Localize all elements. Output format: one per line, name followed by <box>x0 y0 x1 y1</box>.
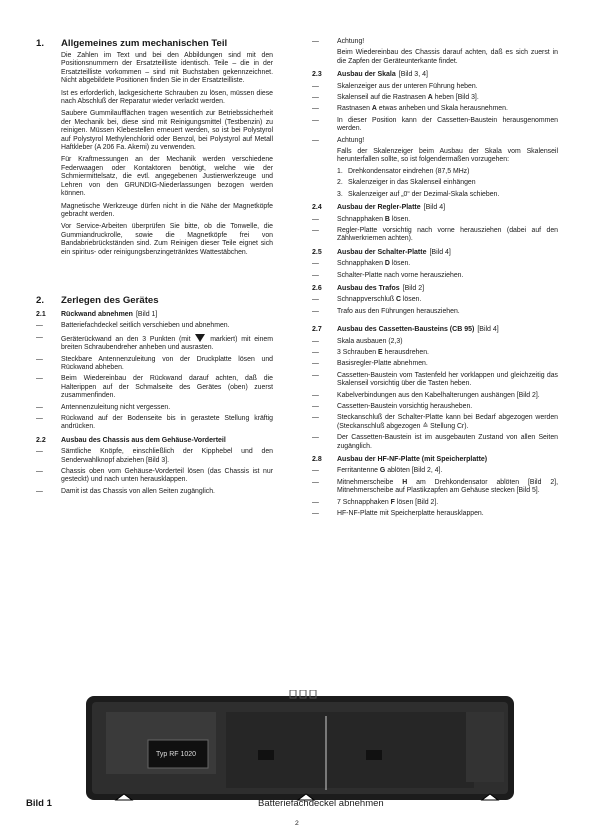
step-number: 2. <box>337 179 343 187</box>
dash-bullet: — <box>312 260 319 268</box>
item-text-part: Schnapphaken <box>337 215 383 223</box>
warning-item <box>312 137 558 145</box>
item-text: Batteriefachdeckel seitlich verschieben und abnehmen. <box>61 322 230 330</box>
list-item <box>312 510 558 518</box>
subsection-number: 2.4 <box>312 204 322 212</box>
paragraph: Die Zahlen im Text und bei den Abbildungen sind mit den Positionsnummern der Ersatzteilliste identisch. Teile – die in der Ersatzteilliste vorkommen – sind mit Buchstaben gekennzeichnet. Nicht abgebildete Positionen finden Sie in der Ersatzteilliste. <box>61 52 273 85</box>
subsection-2-7-heading <box>312 326 558 334</box>
subsection-title: Ausbau der Skala <box>337 71 396 79</box>
list-item <box>312 392 558 400</box>
item-text <box>337 414 558 431</box>
warning-title: Achtung! <box>337 38 365 45</box>
list-item <box>312 434 558 451</box>
section-1-heading <box>36 38 273 49</box>
item-text: Beim Wiedereinbau der Rückwand darauf achten, daß die Halterippen auf der Schmalseite des Gerätes (oben) zuerst zusammenfinden. <box>61 375 273 400</box>
list-item <box>312 499 558 507</box>
dash-bullet: — <box>312 215 319 223</box>
subsection-2-1-heading <box>36 311 273 319</box>
list-item <box>312 360 558 368</box>
dash-bullet: — <box>312 391 319 399</box>
numbered-list <box>337 168 558 199</box>
item-text-part: Schnappverschluß <box>337 296 395 304</box>
item-text-part: herausdrehen. <box>384 348 429 356</box>
item-text-part: heben [Bild 3]. <box>434 94 479 102</box>
dash-bullet: — <box>36 468 43 476</box>
item-text-part: lösen [Bild 2]. <box>396 498 439 506</box>
item-text: Damit ist das Chassis von allen Seiten zugänglich. <box>61 487 215 495</box>
part-letter: F <box>390 498 395 506</box>
item-text <box>337 499 558 507</box>
list-item <box>312 94 558 102</box>
section-number: 2. <box>36 294 45 306</box>
dash-bullet: — <box>312 94 319 102</box>
list-item <box>36 448 273 465</box>
item-text <box>337 296 558 304</box>
dash-bullet: — <box>312 337 319 345</box>
figure-label: Bild 1 <box>26 798 52 809</box>
dash-bullet: — <box>312 414 319 422</box>
item-text: Steckbare Antennenzuleitung von der Druckplatte lösen und Rückwand abheben. <box>61 355 273 371</box>
list-item <box>36 404 273 412</box>
list-item <box>312 216 558 224</box>
warning-text: Beim Wiedereinbau des Chassis darauf achten, daß es sich zuerst in die Zapfen der Geräteunterkante findet. <box>337 49 558 65</box>
paragraph: Ist es erforderlich, lackgesicherte Schrauben zu lösen, müssen diese nach Abschluß der Reparatur wieder verlackt werden. <box>61 89 273 106</box>
subsection-title: Ausbau der Regler-Platte <box>337 204 421 212</box>
figure-reference: [Bild 4] <box>429 248 451 256</box>
subsection-title: Rückwand abnehmen <box>61 310 133 318</box>
numbered-step <box>337 168 558 176</box>
item-text-part: lösen. <box>391 215 411 223</box>
dash-bullet: — <box>36 322 43 330</box>
list-item <box>36 375 273 400</box>
item-text-part: lösen. <box>391 260 411 268</box>
warning-item <box>312 38 558 46</box>
step-text: Drehkondensator eindrehen (87,5 MHz) <box>348 167 470 175</box>
list-item <box>312 479 558 496</box>
left-column <box>36 38 273 499</box>
item-text: Regler-Platte vorsichtig nach vorne herausziehen (dabei auf den Zählwerkriemen achten). <box>337 226 558 243</box>
subsection-2-4-heading <box>312 204 558 212</box>
dash-bullet: — <box>312 403 319 410</box>
list-item <box>312 338 558 346</box>
dash-bullet: — <box>312 105 319 113</box>
item-text: HF-NF-Platte mit Speicherplatte herausklappen. <box>337 510 484 518</box>
figure-reference: [Bild 3, 4] <box>398 71 428 79</box>
paragraph: Für Kraftmessungen an der Mechanik werden verschiedene Federwaagen oder Kontaktoren benötigt, welche wie der Schmiermittelsatz, die evtl. angegebenen Justierwerkzeuge und Lehren von den GRUNDIG-Niederlassungen bezogen werden können. <box>61 156 273 198</box>
item-text: Basisregler-Platte abnehmen. <box>337 360 428 368</box>
item-text-part: 7 Schnapphaken <box>337 498 389 506</box>
clip <box>366 750 382 760</box>
list-item <box>312 272 558 280</box>
list-item <box>312 260 558 268</box>
part-letter: C <box>396 296 401 304</box>
right-column <box>312 38 558 521</box>
subsection-number: 2.6 <box>312 284 322 292</box>
item-text-part: Rastnasen <box>337 105 370 113</box>
subsection-2-2-heading <box>36 437 273 445</box>
subsection-number: 2.8 <box>312 456 322 464</box>
list-item <box>312 83 558 91</box>
dash-bullet: — <box>312 38 319 45</box>
figure-caption: Batteriefachdeckel abnehmen <box>258 798 384 809</box>
dash-bullet: — <box>312 371 319 379</box>
list-item <box>36 356 273 373</box>
section-title: Zerlegen des Gerätes <box>61 294 159 306</box>
subsection-number: 2.2 <box>36 436 46 444</box>
subsection-number: 2.3 <box>312 71 322 79</box>
item-text <box>337 94 558 102</box>
item-text: Sämtliche Knöpfe, einschließlich der Kipphebel und den Senderwahlknopf abziehen [Bild 3]. <box>61 448 273 464</box>
subsection-number: 2.5 <box>312 248 322 256</box>
item-text: Skala ausbauen (2,3) <box>337 337 403 345</box>
list-item <box>36 468 273 485</box>
dash-bullet: — <box>312 348 319 356</box>
radio-back-illustration <box>86 690 514 802</box>
item-text <box>337 105 558 113</box>
item-text <box>337 260 558 268</box>
item-text: In dieser Position kann der Cassetten-Baustein herausgenommen werden. <box>337 116 558 133</box>
step-number: 1. <box>337 167 343 175</box>
step-text: Skalenzeiger auf „0“ der Dezimal-Skala schieben. <box>348 190 500 198</box>
dash-bullet: — <box>312 360 319 368</box>
item-text-part: Geräterückwand an den 3 Punkten (mit <box>61 335 191 343</box>
list-item <box>312 349 558 357</box>
list-item <box>36 415 273 432</box>
list-item <box>312 414 558 431</box>
list-item <box>312 296 558 304</box>
subsection-title: Ausbau der HF-NF-Platte (mit Speicherplatte) <box>337 456 488 464</box>
item-text: Rückwand auf der Bodenseite bis in gerastete Stellung kräftig andrücken. <box>61 415 273 431</box>
figure-reference: [Bild 2] <box>402 284 425 292</box>
dash-bullet: — <box>36 375 43 383</box>
item-text <box>337 479 558 496</box>
warning-text: Falls der Skalenzeiger beim Ausbau der Skala vom Skalenseil herunterfallen sollte, so ist folgendermaßen vorzugehen: <box>337 148 558 164</box>
part-letter: B <box>384 215 390 223</box>
item-text: Skalenzeiger aus der unteren Führung heben. <box>337 82 478 90</box>
item-text-part: Steckanschluß der Schalter-Platte kann bei Bedarf abgezogen werden (Steckanschluß abgezogen <box>337 414 558 430</box>
corresponds-symbol: ≙ <box>422 422 429 430</box>
dash-bullet: — <box>312 136 319 144</box>
list-item <box>312 117 558 134</box>
dash-bullet: — <box>312 82 319 90</box>
part-letter: D <box>384 260 390 268</box>
type-plate-text: Typ RF 1020 <box>156 751 197 758</box>
list-item <box>36 322 273 330</box>
list-item <box>312 372 558 389</box>
subsection-title: Ausbau des Cassetten-Bausteins (CB 95) <box>337 326 475 334</box>
list-item <box>312 105 558 113</box>
list-item <box>36 488 273 496</box>
part-letter: A <box>427 94 433 102</box>
subsection-2-3-heading <box>312 71 558 79</box>
paragraph: Saubere Gummilaufflächen tragen wesentlich zur Betriebssicherheit der Mechanik bei, diese sind mit Reinigungsmittel (Testbenzin) zu reinigen. Müssen Klebestellen erneuert werden, so ist bei Polystyrol auf Polystyrol Methylenchlorid oder Benzol, bei Polystyrol auf Metall Haftkleber (A 206 Fa. Akemi) zu verwenden. <box>61 110 273 152</box>
figure-reference: [Bild 1] <box>135 310 158 318</box>
step-text: Skalenzeiger in das Skalenseil einhängen <box>348 179 476 187</box>
list-item <box>312 227 558 244</box>
warning-title: Achtung! <box>337 136 365 144</box>
list-item <box>312 308 558 316</box>
right-speaker-area <box>466 712 504 782</box>
item-text <box>337 467 558 475</box>
dash-bullet: — <box>312 116 319 124</box>
dash-bullet: — <box>36 487 43 495</box>
list-item <box>312 467 558 475</box>
dash-bullet: — <box>312 498 319 506</box>
numbered-step <box>337 179 558 187</box>
dash-bullet: — <box>312 478 319 486</box>
part-letter: A <box>371 105 377 113</box>
dash-bullet: — <box>36 448 43 456</box>
item-text-part: Ferritantenne <box>337 467 378 475</box>
item-text-part: etwas anheben und Skala herausnehmen. <box>378 105 508 113</box>
dash-bullet: — <box>312 296 319 304</box>
page-number: 2 <box>295 820 299 827</box>
item-text: Der Cassetten-Baustein ist im ausgebauten Zustand von allen Seiten zugänglich. <box>337 434 558 450</box>
dash-bullet: — <box>36 415 43 422</box>
dash-bullet: — <box>36 403 43 411</box>
list-item <box>312 403 558 411</box>
item-text-part: Schnapphaken <box>337 260 383 268</box>
subsection-title: Ausbau des Trafos <box>337 284 400 292</box>
item-text-part: lösen. <box>402 296 422 304</box>
paragraph: Magnetische Werkzeuge dürfen nicht in die Nähe der Magnetköpfe gebracht werden. <box>61 202 273 218</box>
subsection-number: 2.1 <box>36 310 46 318</box>
item-text: Schalter-Platte nach vorne herausziehen. <box>337 271 464 279</box>
item-text-part: Skalenseil auf die Rastnasen <box>337 94 426 102</box>
item-text: Chassis oben vom Gehäuse-Vorderteil lösen (das Chassis ist nur gesteckt) und nach unten herausklappen. <box>61 468 273 484</box>
dash-bullet: — <box>312 467 319 475</box>
item-text-part: Mitnehmerscheibe <box>337 478 394 486</box>
part-letter: H <box>402 478 408 486</box>
dash-bullet: — <box>312 226 319 234</box>
part-letter: E <box>378 348 383 356</box>
item-text: Kabelverbindungen aus den Kabelhalterungen aushängen [Bild 2]. <box>337 391 540 399</box>
item-text-part: Stellung Cr). <box>430 422 469 430</box>
item-text: Cassetten-Baustein vom Tastenfeld her vorklappen und gleichzeitig das Skalenseil vorsichtig über die Tasten heben. <box>337 371 558 388</box>
item-text-part: 3 Schrauben <box>337 348 377 356</box>
dash-bullet: — <box>36 333 43 341</box>
figure-reference: [Bild 4] <box>423 204 446 212</box>
subsection-2-6-heading <box>312 285 558 293</box>
paragraph: Vor Service-Arbeiten überprüfen Sie bitte, ob die Tonwelle, die Gummiandruckrolle, sowie die Magnetköpfe frei von Bandabriebrückständen sind. Zum Reinigen dieser Teile eignet sich ein spiritus- oder reinigungsbenzingetränktes Wattestäbchen. <box>61 223 273 256</box>
subsection-number: 2.7 <box>312 326 322 334</box>
item-text <box>337 216 558 224</box>
item-text <box>337 349 558 357</box>
item-text: Trafo aus den Führungen herausziehen. <box>337 307 460 315</box>
subsection-title: Ausbau der Schalter-Platte <box>337 248 427 256</box>
dash-bullet: — <box>36 355 43 363</box>
item-text-part: markiert) mit einem breiten Schraubendreher anheben und ausrasten. <box>61 335 273 352</box>
list-item <box>36 334 273 353</box>
numbered-step <box>337 191 558 199</box>
dash-bullet: — <box>312 307 319 315</box>
part-letter: G <box>379 467 386 475</box>
clip <box>258 750 274 760</box>
dash-bullet: — <box>312 271 319 279</box>
triangle-marker-icon <box>195 334 205 342</box>
step-number: 3. <box>337 190 343 198</box>
item-text-part: ablöten [Bild 2, 4]. <box>387 467 443 475</box>
figure-reference: [Bild 4] <box>477 326 499 334</box>
item-text: Antennenzuleitung nicht vergessen. <box>61 403 171 411</box>
dash-bullet: — <box>312 510 319 518</box>
item-text-part: am Drehkondensator ablöten [Bild 2], Mitnehmerscheibe auf Plastikzapfen am Gehäuse stecken [Bild 5]. <box>337 478 558 495</box>
dash-bullet: — <box>312 434 319 442</box>
section-title: Allgemeines zum mechanischen Teil <box>61 38 228 49</box>
subsection-title: Ausbau des Chassis aus dem Gehäuse-Vorderteil <box>61 436 226 444</box>
subsection-2-5-heading <box>312 249 558 257</box>
section-number: 1. <box>36 38 45 49</box>
item-text: Cassetten-Baustein vorsichtig herausheben. <box>337 403 473 410</box>
section-2-heading <box>36 295 273 306</box>
subsection-2-8-heading <box>312 456 558 464</box>
item-text <box>61 334 273 353</box>
